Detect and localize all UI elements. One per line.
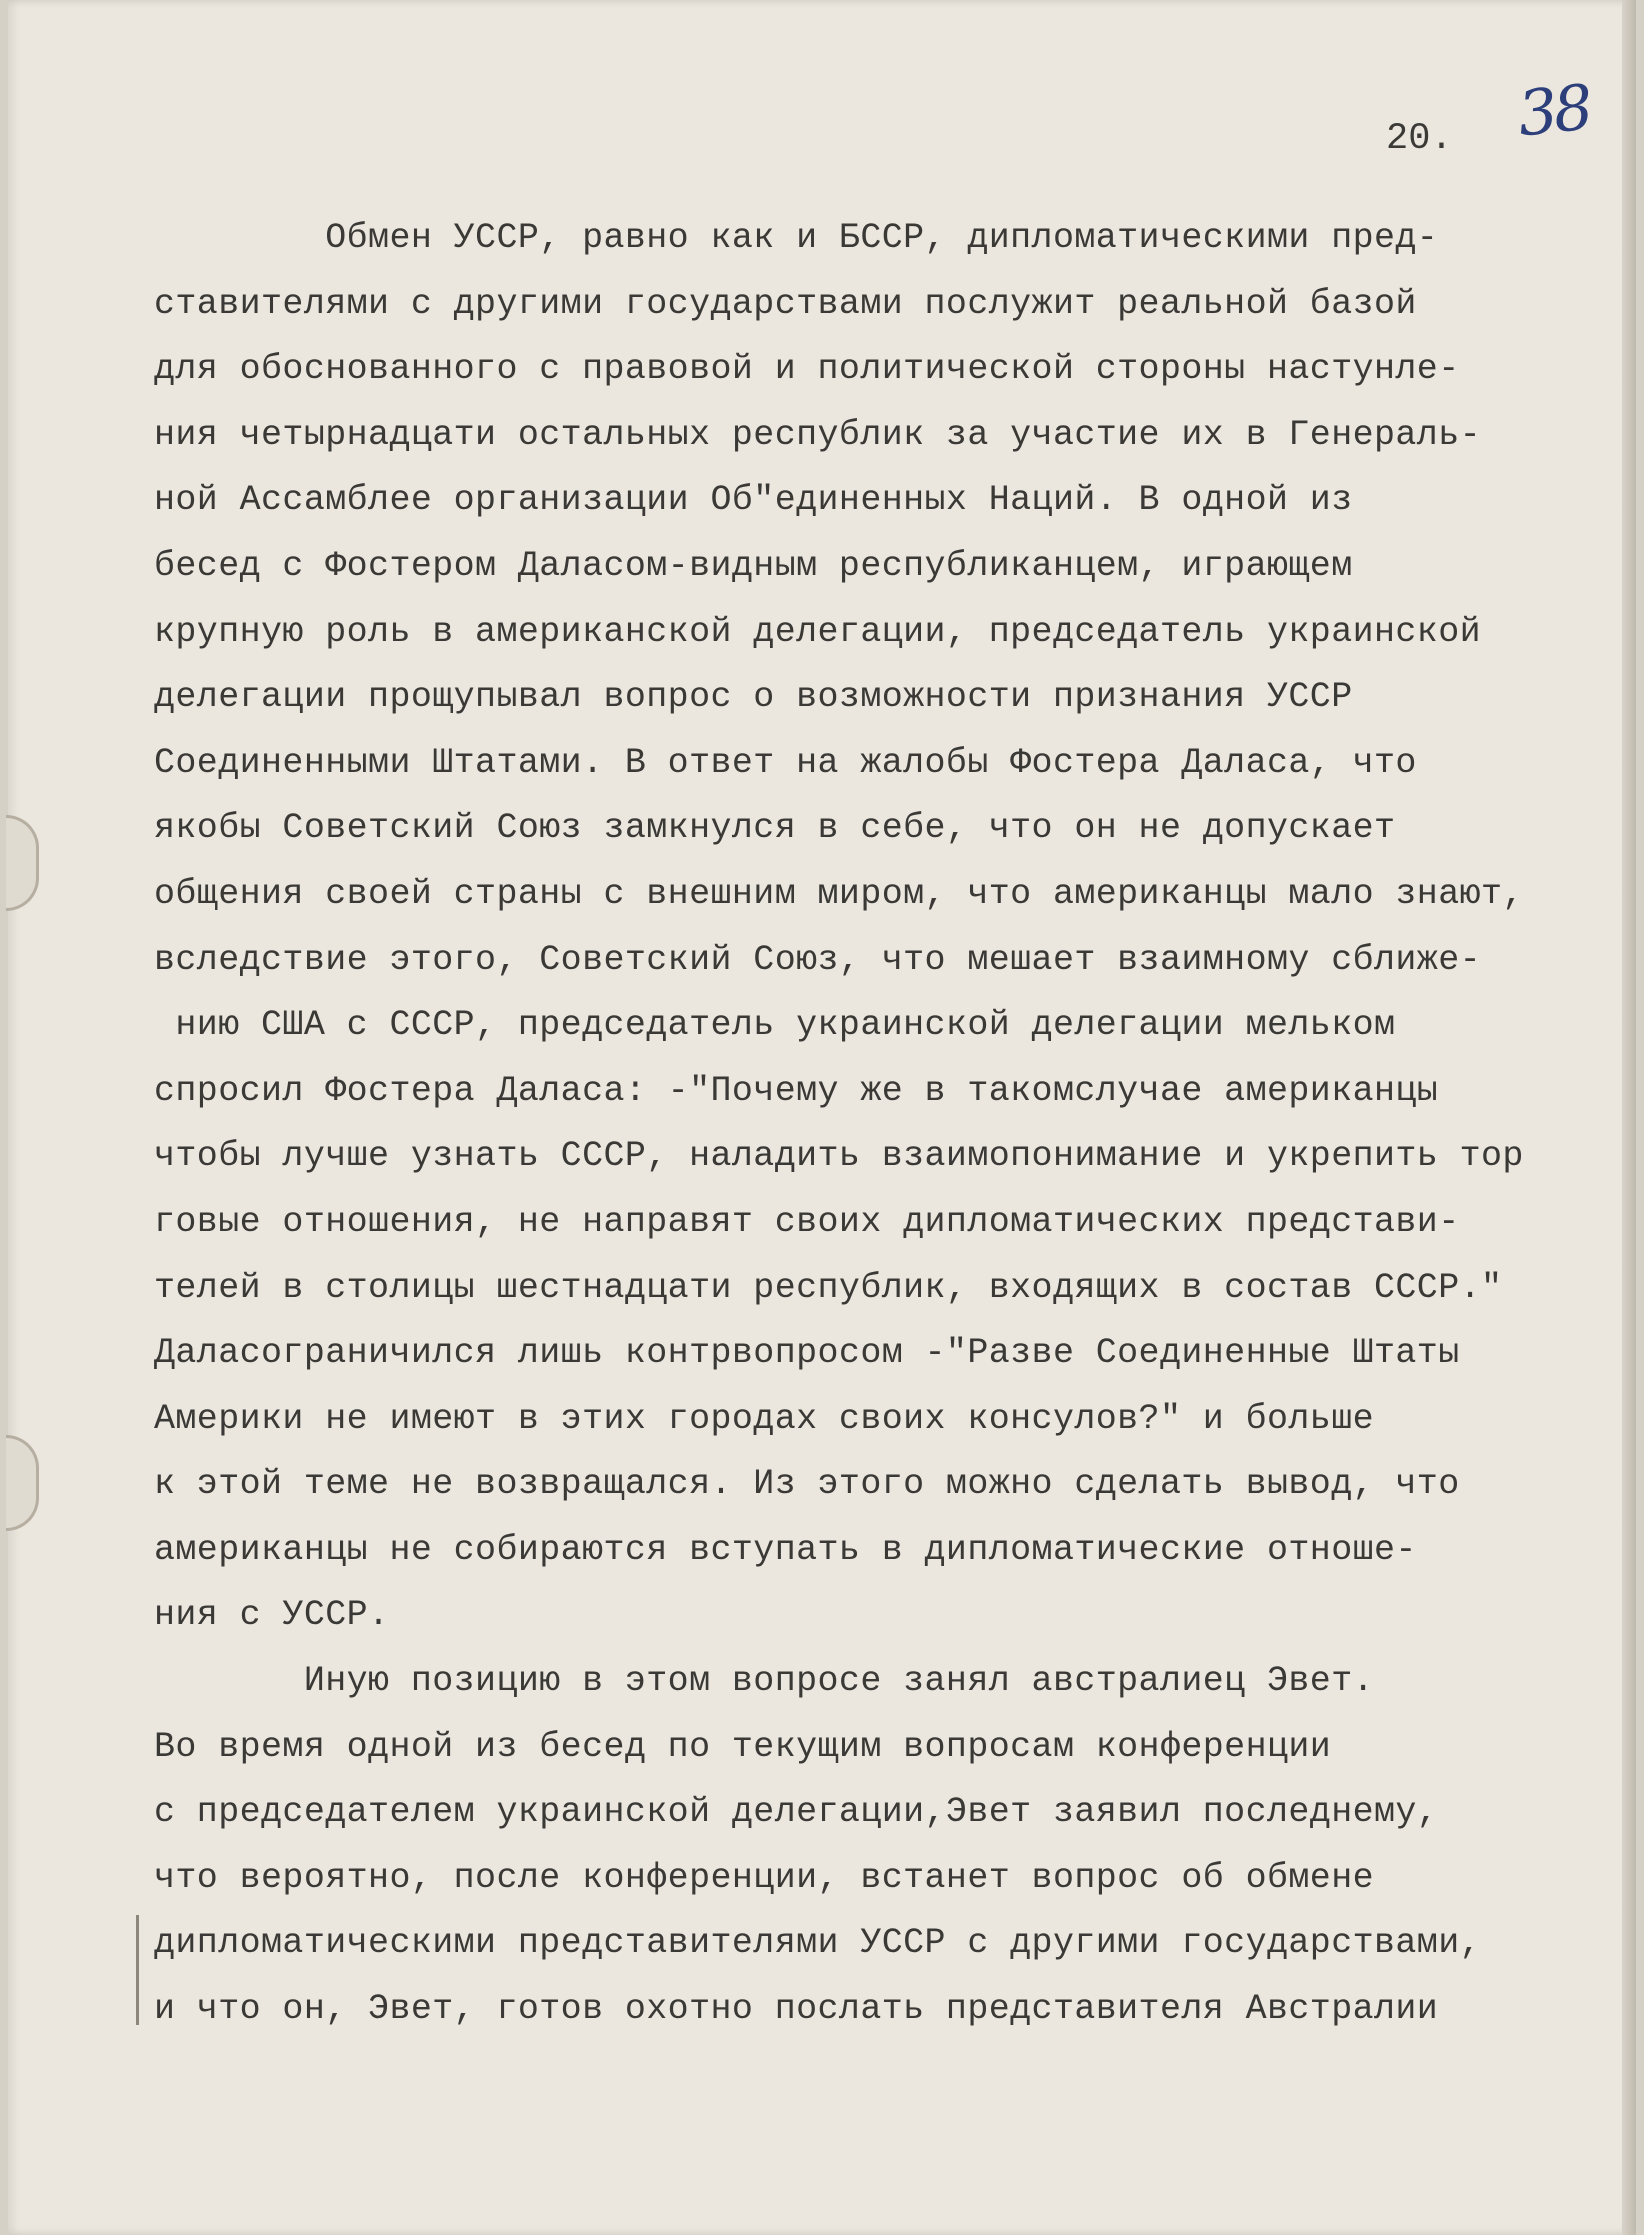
text-line: крупную роль в американской делегации, председатель украинской	[154, 611, 1482, 652]
text-line: бесед с Фостером Даласом-видным республиканцем, играющем	[154, 545, 1353, 586]
text-line: для обоснованного с правовой и политической стороны настунле-	[154, 349, 1460, 390]
text-line: дипломатическими представителями УССР с другими государствами,	[154, 1923, 1482, 1964]
text-line: ной Ассамблее организации Об"единенных Наций. В одной из	[154, 480, 1353, 521]
text-line: с председателем украинской делегации,Эвет заявил последнему,	[154, 1792, 1439, 1833]
text-line: что вероятно, после конференции, встанет вопрос об обмене	[154, 1857, 1374, 1898]
handwritten-folio-number: 38	[1514, 70, 1593, 151]
text-line: Обмен УССР, равно как и БССР, дипломатическими пред-	[154, 218, 1439, 258]
punch-hole	[6, 1435, 39, 1531]
text-line: Иную позицию в этом вопросе занял австралиец Эвет.	[154, 1661, 1374, 1702]
text-line: и что он, Эвет, готов охотно послать представителя Австралии	[154, 1989, 1439, 2030]
punch-hole	[6, 815, 39, 911]
text-line: Америки не имеют в этих городах своих консулов?" и больше	[154, 1398, 1374, 1439]
page-edge	[1622, 0, 1636, 2235]
text-line: вследствие этого, Советский Союз, что мешает взаимному сближе-	[154, 939, 1482, 980]
typewritten-body	[154, 206, 1594, 2043]
text-line: Соединенными Штатами. В ответ на жалобы Фостера Даласа, что	[154, 742, 1417, 783]
page-number: 20.	[1386, 118, 1453, 160]
text-line: делегации прощупывал вопрос о возможности признания УССР	[154, 677, 1353, 718]
text-line: нию США с СССР, председатель украинской делегации мельком	[154, 1005, 1396, 1046]
text-line: ния с УССР.	[154, 1595, 390, 1636]
text-line: к этой теме не возвращался. Из этого можно сделать вывод, что	[154, 1464, 1460, 1505]
margin-pencil-mark	[136, 1915, 139, 2025]
text-line: чтобы лучше узнать СССР, наладить взаимопонимание и укрепить тор	[154, 1136, 1524, 1177]
text-line: Во время одной из бесед по текущим вопросам конференции	[154, 1726, 1332, 1767]
text-line: ставителями с другими государствами послужит реальной базой	[154, 283, 1417, 324]
text-line: якобы Советский Союз замкнулся в себе, что он не допускает	[154, 808, 1396, 849]
text-line: американцы не собираются вступать в дипломатические отноше-	[154, 1529, 1417, 1570]
text-line: общения своей страны с внешним миром, что американцы мало знают,	[154, 873, 1524, 914]
text-line: ния четырнадцати остальных республик за участие их в Генераль-	[154, 414, 1482, 455]
text-line: Даласограничился лишь контрвопросом -"Разве Соединенные Штаты	[154, 1333, 1460, 1374]
document-page	[8, 0, 1636, 2235]
text-line: говые отношения, не направят своих дипломатических представи-	[154, 1201, 1460, 1242]
text-line: телей в столицы шестнадцати республик, входящих в состав СССР."	[154, 1267, 1503, 1308]
text-line: спросил Фостера Даласа: -"Почему же в такомслучае американцы	[154, 1070, 1439, 1111]
